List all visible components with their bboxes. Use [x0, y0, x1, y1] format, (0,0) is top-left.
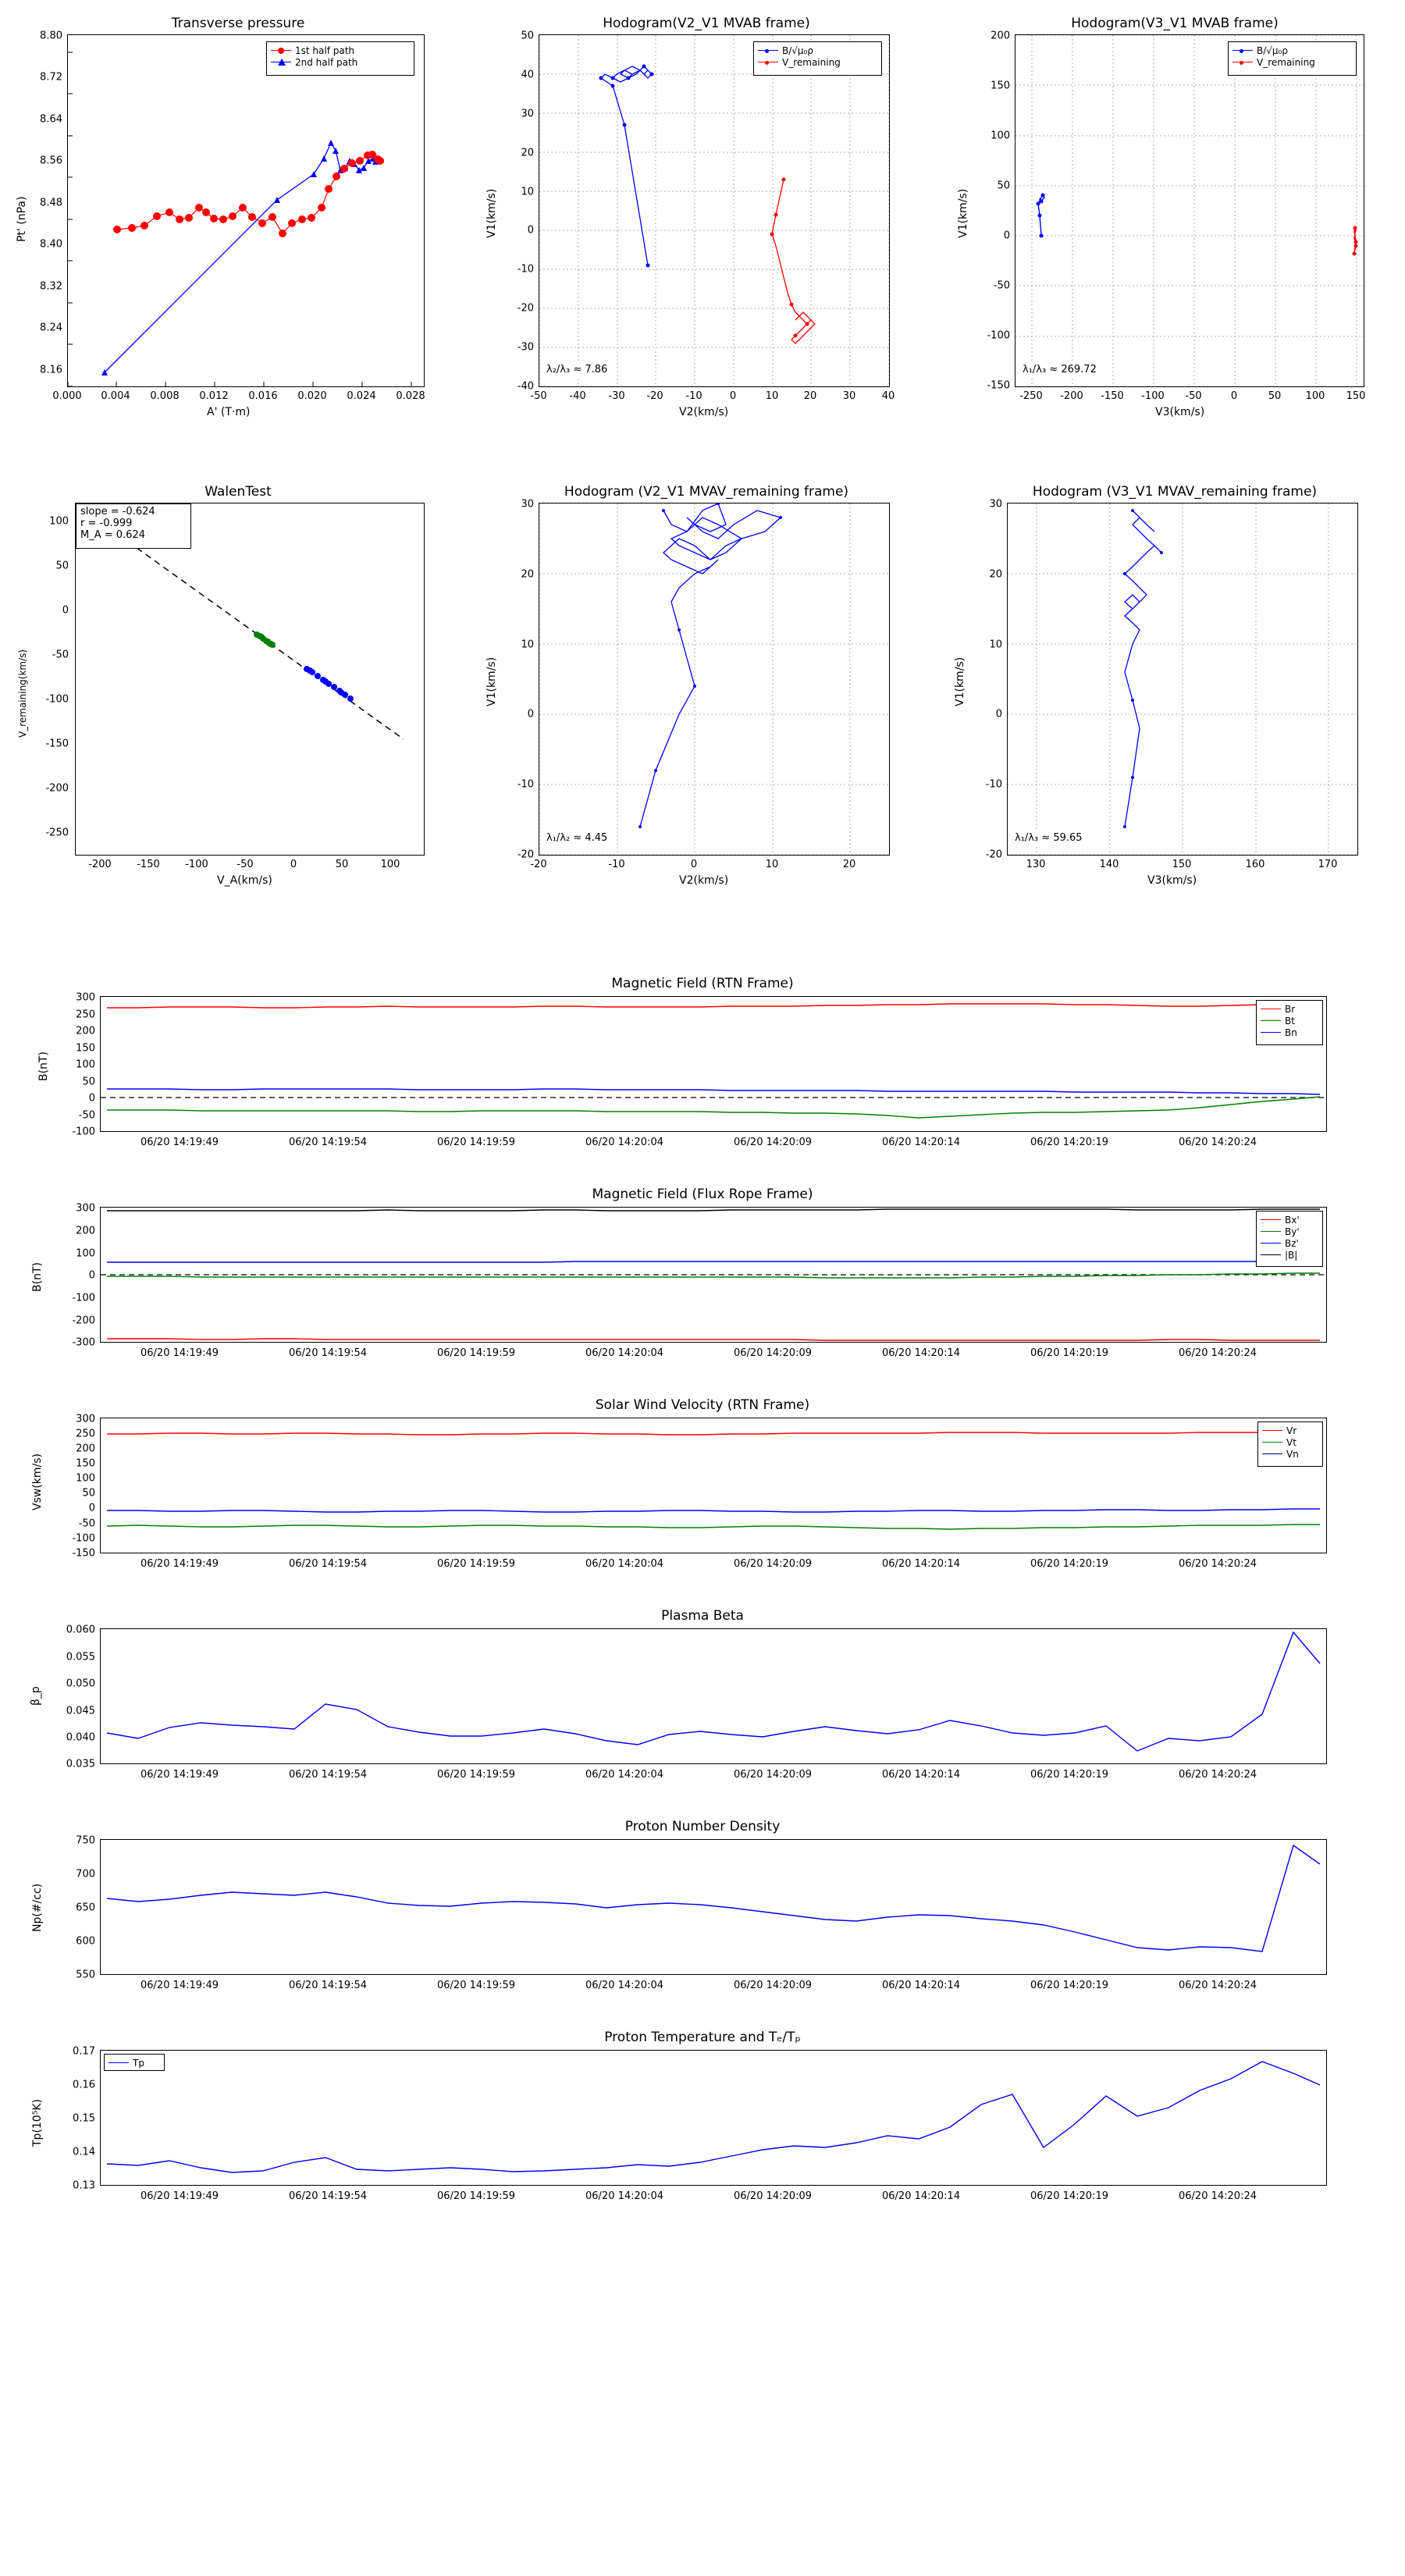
- eigenvalue-ratio-annotation: λ₁/λ₃ ≈ 59.65: [1012, 831, 1085, 845]
- time-tick: 06/20 14:19:49: [140, 1980, 219, 1991]
- panel-hodogram-v2v1-mvav: [468, 468, 937, 921]
- x-tick: 0: [290, 859, 297, 870]
- eigenvalue-ratio-annotation: λ₂/λ₃ ≈ 7.86: [544, 363, 610, 376]
- x-tick: 150: [1172, 859, 1192, 870]
- y-tick: 200: [76, 1025, 95, 1037]
- legend-label: 1st half path: [295, 44, 355, 56]
- time-tick: 06/20 14:20:24: [1179, 1347, 1257, 1359]
- y-tick: 8.40: [40, 238, 62, 251]
- x-tick: -150: [137, 859, 160, 870]
- y-tick: 650: [76, 1902, 95, 1914]
- plot-area: [100, 996, 1327, 1132]
- time-tick: 06/20 14:20:04: [585, 1558, 663, 1570]
- x-tick: 20: [803, 390, 817, 402]
- y-axis-label: V1(km/s): [954, 656, 966, 706]
- y-tick: 150: [76, 1042, 95, 1055]
- y-tick: -20: [517, 302, 534, 315]
- panel-walen-test: [0, 468, 468, 921]
- y-tick: 0: [527, 708, 534, 720]
- time-tick: 06/20 14:20:19: [1030, 2190, 1108, 2202]
- time-tick: 06/20 14:19:59: [437, 1558, 515, 1570]
- legend-entry: [1261, 1214, 1318, 1226]
- x-tick: 50: [1268, 390, 1282, 402]
- y-axis-label: Vsw(km/s): [31, 1453, 44, 1510]
- y-tick: 0: [62, 604, 69, 617]
- x-tick: 20: [842, 859, 856, 870]
- y-tick: 250: [76, 1009, 95, 1021]
- time-tick: 06/20 14:19:59: [437, 1980, 515, 1991]
- y-axis-label: B(nT): [31, 1262, 44, 1292]
- x-axis-label: A' (T·m): [207, 406, 251, 418]
- x-tick: -200: [88, 859, 112, 870]
- y-tick: 100: [991, 130, 1010, 142]
- eigenvalue-ratio-annotation: λ₁/λ₂ ≈ 4.45: [544, 831, 610, 845]
- y-tick: 0.060: [66, 1624, 95, 1636]
- x-tick: 100: [1305, 390, 1325, 402]
- y-tick: 0: [527, 224, 534, 237]
- panel-title: WalenTest: [205, 484, 272, 500]
- y-tick: 0.045: [66, 1705, 95, 1717]
- legend-entry: [1261, 1015, 1318, 1026]
- legend-entry: [1261, 1026, 1318, 1038]
- legend-entry: [1261, 1237, 1318, 1249]
- x-tick: 40: [881, 390, 895, 402]
- panel-title: Proton Temperature and Tₑ/Tₚ: [604, 2030, 801, 2045]
- time-tick: 06/20 14:19:54: [289, 2190, 367, 2202]
- time-tick: 06/20 14:19:54: [289, 1558, 367, 1570]
- time-tick: 06/20 14:19:49: [140, 1558, 219, 1570]
- time-tick: 06/20 14:19:49: [140, 1769, 219, 1781]
- time-tick: 06/20 14:20:24: [1179, 1558, 1257, 1570]
- time-tick: 06/20 14:19:54: [289, 1769, 367, 1781]
- panel-title: Hodogram(V3_V1 MVAB frame): [1071, 16, 1279, 31]
- x-tick: -20: [530, 859, 547, 870]
- y-tick: 0: [88, 1502, 95, 1514]
- time-tick: 06/20 14:20:04: [585, 1769, 663, 1781]
- time-tick: 06/20 14:19:59: [437, 1347, 515, 1359]
- x-axis-label: V_A(km/s): [217, 874, 272, 887]
- x-tick: -30: [608, 390, 625, 402]
- y-tick: -40: [517, 380, 534, 393]
- y-tick: 0: [88, 1269, 95, 1282]
- y-tick: 550: [76, 1969, 95, 1981]
- x-tick: -150: [1101, 390, 1124, 402]
- time-tick: 06/20 14:20:19: [1030, 1769, 1108, 1781]
- x-tick: 30: [842, 390, 856, 402]
- x-tick: 10: [765, 859, 779, 870]
- y-tick: 0.16: [73, 2079, 95, 2091]
- y-tick: -50: [78, 1517, 95, 1530]
- panel-hodogram-v3v1-mvav: [937, 468, 1405, 921]
- x-tick: -10: [685, 390, 702, 402]
- y-tick: -150: [987, 379, 1010, 392]
- legend-entry: [758, 56, 877, 68]
- legend-label: B/√μ₀ρ: [782, 44, 813, 56]
- legend-solar-wind: [1257, 1421, 1323, 1467]
- y-tick: 0.14: [73, 2146, 95, 2158]
- x-tick: -250: [1019, 390, 1043, 402]
- legend-label: Vt: [1286, 1436, 1297, 1448]
- legend-label: Bx': [1285, 1214, 1300, 1226]
- x-tick: 0.016: [248, 390, 278, 402]
- time-tick: 06/20 14:20:04: [585, 1347, 663, 1359]
- y-tick: 0: [1003, 229, 1010, 242]
- x-axis-label: V3(km/s): [1147, 874, 1197, 887]
- time-tick: 06/20 14:20:09: [734, 1980, 812, 1991]
- legend-label: 2nd half path: [295, 56, 358, 68]
- time-tick: 06/20 14:19:49: [140, 2190, 219, 2202]
- y-tick: -20: [517, 849, 534, 861]
- y-tick: 20: [989, 568, 1002, 581]
- y-tick: 200: [991, 30, 1010, 42]
- y-tick: 50: [82, 1487, 95, 1500]
- y-tick: 8.16: [40, 364, 62, 376]
- y-tick: 0: [88, 1092, 95, 1105]
- legend-label: Br: [1285, 1003, 1296, 1015]
- y-tick: 0.13: [73, 2179, 95, 2192]
- legend-magfield-rtn: [1256, 1000, 1323, 1045]
- y-axis-label: Np(#/cc): [31, 1883, 44, 1932]
- y-tick: -30: [517, 341, 534, 354]
- time-tick: 06/20 14:20:04: [585, 1980, 663, 1991]
- legend-swatch-tp: [108, 2062, 129, 2063]
- y-tick: -100: [72, 1292, 95, 1304]
- panel-hodogram-v2v1-mvab: [468, 0, 937, 453]
- y-tick: 8.32: [40, 280, 62, 293]
- y-tick: 40: [521, 69, 534, 81]
- time-tick: 06/20 14:19:49: [140, 1347, 219, 1359]
- y-tick: 300: [76, 991, 95, 1004]
- panel-title: Magnetic Field (RTN Frame): [611, 976, 794, 991]
- time-tick: 06/20 14:20:09: [734, 2190, 812, 2202]
- time-tick: 06/20 14:20:09: [734, 1558, 812, 1570]
- legend-label: B/√μ₀ρ: [1257, 44, 1288, 56]
- y-tick: 0.040: [66, 1731, 95, 1744]
- legend-entry: [1262, 1425, 1318, 1436]
- legend-swatch-bz: [1261, 1243, 1281, 1244]
- legend-entry: [1261, 1226, 1318, 1237]
- plot-area: [100, 1207, 1327, 1343]
- time-tick: 06/20 14:20:19: [1030, 1558, 1108, 1570]
- x-tick: -50: [1185, 390, 1202, 402]
- panel-plasma-beta: [0, 1600, 1405, 1803]
- walen-fit-annotation: [76, 503, 191, 549]
- legend-label: V_remaining: [1257, 56, 1315, 68]
- time-tick: 06/20 14:19:54: [289, 1137, 367, 1148]
- y-tick: 50: [521, 30, 534, 42]
- legend-swatch-vn: [1262, 1453, 1282, 1454]
- y-tick: 8.72: [40, 71, 62, 84]
- time-tick: 06/20 14:19:59: [437, 1137, 515, 1148]
- y-tick: 300: [76, 1413, 95, 1425]
- y-tick: 30: [521, 108, 534, 120]
- x-tick: 10: [765, 390, 779, 402]
- panel-magnetic-field-rtn: [0, 968, 1405, 1171]
- y-tick: -100: [45, 693, 69, 706]
- y-tick: 200: [76, 1443, 95, 1455]
- x-tick: 0.024: [347, 390, 376, 402]
- y-tick: 100: [76, 1247, 95, 1260]
- time-tick: 06/20 14:20:14: [882, 1347, 960, 1359]
- y-tick: 700: [76, 1868, 95, 1880]
- y-tick: -100: [72, 1532, 95, 1545]
- legend-swatch-1st-half: [271, 50, 291, 51]
- x-axis-label: V2(km/s): [679, 406, 729, 418]
- time-tick: 06/20 14:20:19: [1030, 1137, 1108, 1148]
- legend-magfield-fluxrope: [1256, 1211, 1323, 1267]
- y-tick: 20: [521, 568, 534, 581]
- time-tick: 06/20 14:20:09: [734, 1137, 812, 1148]
- x-tick: 0.028: [396, 390, 425, 402]
- plot-area: [75, 503, 425, 856]
- y-tick: -10: [517, 263, 534, 276]
- legend-entry: [1232, 44, 1352, 56]
- plot-area: [1007, 503, 1358, 856]
- walen-slope: slope = -0.624: [80, 506, 155, 518]
- time-tick: 06/20 14:20:14: [882, 1558, 960, 1570]
- legend-label: Bz': [1285, 1237, 1299, 1249]
- panel-title: Plasma Beta: [661, 1608, 744, 1624]
- y-tick: 150: [991, 80, 1010, 92]
- time-tick: 06/20 14:20:24: [1179, 1980, 1257, 1991]
- y-tick: 8.64: [40, 113, 62, 126]
- y-tick: 100: [76, 1472, 95, 1485]
- x-tick: 160: [1245, 859, 1265, 870]
- x-tick: 140: [1099, 859, 1119, 870]
- plot-area: [539, 503, 890, 856]
- legend-label: Tp: [133, 2057, 144, 2069]
- y-tick: 0.055: [66, 1651, 95, 1663]
- plot-area: [100, 2050, 1327, 2186]
- panel-proton-temperature: [0, 2022, 1405, 2240]
- y-axis-label: V1(km/s): [486, 188, 498, 238]
- x-tick: -100: [1141, 390, 1165, 402]
- y-tick: -200: [45, 782, 69, 795]
- legend-entry: [108, 2057, 160, 2069]
- plot-area: [1015, 34, 1364, 387]
- plot-area: [539, 34, 890, 387]
- legend-entry: [1261, 1249, 1318, 1261]
- legend-entry: [1262, 1436, 1318, 1448]
- legend-swatch-bt: [1261, 1020, 1281, 1021]
- y-tick: 8.56: [40, 155, 62, 167]
- legend-entry: [271, 56, 410, 68]
- y-tick: 20: [521, 147, 534, 159]
- x-tick: 0.000: [52, 390, 82, 402]
- y-tick: 30: [521, 498, 534, 511]
- x-tick: 170: [1318, 859, 1338, 870]
- eigenvalue-ratio-annotation: λ₁/λ₃ ≈ 269.72: [1020, 363, 1099, 376]
- time-tick: 06/20 14:19:49: [140, 1137, 219, 1148]
- time-tick: 06/20 14:19:59: [437, 2190, 515, 2202]
- x-tick: 100: [380, 859, 400, 870]
- y-tick: -300: [72, 1336, 95, 1349]
- y-tick: -200: [72, 1315, 95, 1327]
- x-tick: -40: [569, 390, 586, 402]
- y-tick: 0: [995, 708, 1002, 720]
- y-tick: 8.24: [40, 322, 62, 334]
- y-tick: 8.80: [40, 30, 62, 42]
- legend-swatch-by: [1261, 1231, 1281, 1232]
- legend-swatch-b: [758, 50, 778, 51]
- y-tick: 150: [76, 1457, 95, 1470]
- x-axis-label: V2(km/s): [679, 874, 729, 887]
- y-tick: -150: [72, 1547, 95, 1560]
- y-tick: 0.035: [66, 1758, 95, 1770]
- x-tick: -100: [185, 859, 208, 870]
- time-tick: 06/20 14:20:24: [1179, 1137, 1257, 1148]
- y-tick: 10: [521, 186, 534, 198]
- walen-ma: M_A = 0.624: [80, 529, 145, 541]
- y-tick: 0.17: [73, 2045, 95, 2058]
- x-tick: 0: [1230, 390, 1238, 402]
- y-tick: 0.050: [66, 1678, 95, 1690]
- legend-entry: [1232, 56, 1352, 68]
- time-tick: 06/20 14:19:59: [437, 1769, 515, 1781]
- legend-swatch-b: [1232, 50, 1253, 51]
- plot-area: [100, 1628, 1327, 1764]
- y-tick: 50: [997, 180, 1010, 192]
- legend-swatch-bmag: [1261, 1254, 1281, 1255]
- legend-label: Bt: [1285, 1015, 1295, 1026]
- y-axis-label: Pt' (nPa): [16, 196, 28, 242]
- y-tick: -50: [52, 649, 69, 661]
- y-tick: 750: [76, 1834, 95, 1847]
- x-tick: -10: [608, 859, 625, 870]
- x-tick: 0: [690, 859, 698, 870]
- time-tick: 06/20 14:20:14: [882, 1137, 960, 1148]
- panel-title: Magnetic Field (Flux Rope Frame): [592, 1187, 813, 1202]
- y-axis-label: β_p: [30, 1686, 42, 1706]
- x-tick: 130: [1026, 859, 1046, 870]
- time-tick: 06/20 14:19:54: [289, 1347, 367, 1359]
- y-tick: 300: [76, 1202, 95, 1215]
- y-axis-label: V1(km/s): [486, 656, 498, 706]
- time-tick: 06/20 14:20:04: [585, 2190, 663, 2202]
- y-axis-label: V1(km/s): [957, 188, 969, 238]
- x-tick: -20: [646, 390, 663, 402]
- time-tick: 06/20 14:20:24: [1179, 1769, 1257, 1781]
- y-tick: 100: [49, 515, 69, 528]
- time-tick: 06/20 14:20:14: [882, 1980, 960, 1991]
- y-tick: 10: [521, 639, 534, 651]
- legend-entry: [1261, 1003, 1318, 1015]
- time-tick: 06/20 14:20:19: [1030, 1980, 1108, 1991]
- time-tick: 06/20 14:20:19: [1030, 1347, 1108, 1359]
- panel-proton-number-density: [0, 1811, 1405, 2014]
- y-tick: 100: [76, 1059, 95, 1071]
- panel-magnetic-field-fluxrope: [0, 1179, 1405, 1382]
- legend-entry: [1262, 1448, 1318, 1460]
- x-axis-label: V3(km/s): [1155, 406, 1205, 418]
- walen-r: r = -0.999: [80, 518, 133, 529]
- plot-area: [100, 1839, 1327, 1975]
- panel-transverse-pressure: [0, 0, 468, 453]
- y-tick: -10: [985, 778, 1002, 791]
- panel-title: Hodogram (V2_V1 MVAV_remaining frame): [564, 484, 849, 500]
- x-tick: -50: [237, 859, 254, 870]
- legend-label: By': [1285, 1226, 1300, 1237]
- y-tick: -100: [987, 329, 1010, 342]
- legend-swatch-vr: [1262, 1430, 1282, 1431]
- legend-entry: [271, 44, 410, 56]
- legend-swatch-bn: [1261, 1032, 1281, 1033]
- legend-entry: [758, 44, 877, 56]
- x-tick: 0: [729, 390, 737, 402]
- y-tick: 600: [76, 1935, 95, 1948]
- legend-hodogram-v3v1: [1228, 41, 1357, 76]
- plot-area: [100, 1418, 1327, 1553]
- y-tick: -250: [45, 827, 69, 839]
- time-tick: 06/20 14:20:14: [882, 1769, 960, 1781]
- legend-label: V_remaining: [782, 56, 841, 68]
- y-tick: -10: [517, 778, 534, 791]
- y-tick: 50: [82, 1076, 95, 1088]
- x-tick: -200: [1060, 390, 1083, 402]
- legend-swatch-vt: [1262, 1442, 1282, 1443]
- y-tick: 250: [76, 1428, 95, 1440]
- time-tick: 06/20 14:20:14: [882, 2190, 960, 2202]
- x-tick: 0.004: [101, 390, 130, 402]
- time-tick: 06/20 14:20:09: [734, 1769, 812, 1781]
- y-tick: 50: [55, 560, 69, 572]
- legend-transverse-pressure: [266, 41, 414, 76]
- x-tick: 0.008: [150, 390, 180, 402]
- y-tick: -50: [78, 1109, 95, 1122]
- time-tick: 06/20 14:20:09: [734, 1347, 812, 1359]
- y-axis-label: Tp(10⁵K): [31, 2099, 44, 2147]
- y-tick: 200: [76, 1225, 95, 1237]
- x-tick: -50: [530, 390, 547, 402]
- y-tick: -100: [72, 1126, 95, 1138]
- x-tick: 150: [1346, 390, 1366, 402]
- y-axis-label: B(nT): [37, 1051, 50, 1081]
- x-tick: 0.012: [199, 390, 229, 402]
- panel-title: Proton Number Density: [624, 1819, 781, 1834]
- time-tick: 06/20 14:20:24: [1179, 2190, 1257, 2202]
- y-tick: -150: [45, 738, 69, 750]
- legend-label: |B|: [1285, 1249, 1298, 1261]
- time-tick: 06/20 14:19:54: [289, 1980, 367, 1991]
- x-tick: 50: [335, 859, 349, 870]
- legend-hodogram-v2v1: [753, 41, 882, 76]
- time-tick: 06/20 14:20:04: [585, 1137, 663, 1148]
- x-tick: 0.020: [297, 390, 327, 402]
- panel-solar-wind-velocity: [0, 1389, 1405, 1592]
- legend-label: Vn: [1286, 1448, 1299, 1460]
- y-tick: 0.15: [73, 2112, 95, 2125]
- panel-title: Hodogram(V2_V1 MVAB frame): [603, 16, 810, 31]
- y-tick: 10: [989, 639, 1002, 651]
- legend-label: Bn: [1285, 1026, 1297, 1038]
- y-tick: 8.48: [40, 197, 62, 209]
- panel-hodogram-v3v1-mvab: [937, 0, 1405, 453]
- legend-label: Vr: [1286, 1425, 1297, 1436]
- panel-title: Transverse pressure: [171, 16, 305, 31]
- plot-area: [67, 34, 425, 387]
- y-axis-label: V_remaining(km/s): [17, 649, 28, 738]
- legend-swatch-bx: [1261, 1219, 1281, 1220]
- y-tick: -20: [985, 849, 1002, 861]
- panel-title: Hodogram (V3_V1 MVAV_remaining frame): [1032, 484, 1318, 500]
- y-tick: -50: [993, 279, 1010, 292]
- legend-proton-temperature: [104, 2054, 165, 2071]
- y-tick: 30: [989, 498, 1002, 511]
- panel-title: Solar Wind Velocity (RTN Frame): [595, 1397, 810, 1413]
